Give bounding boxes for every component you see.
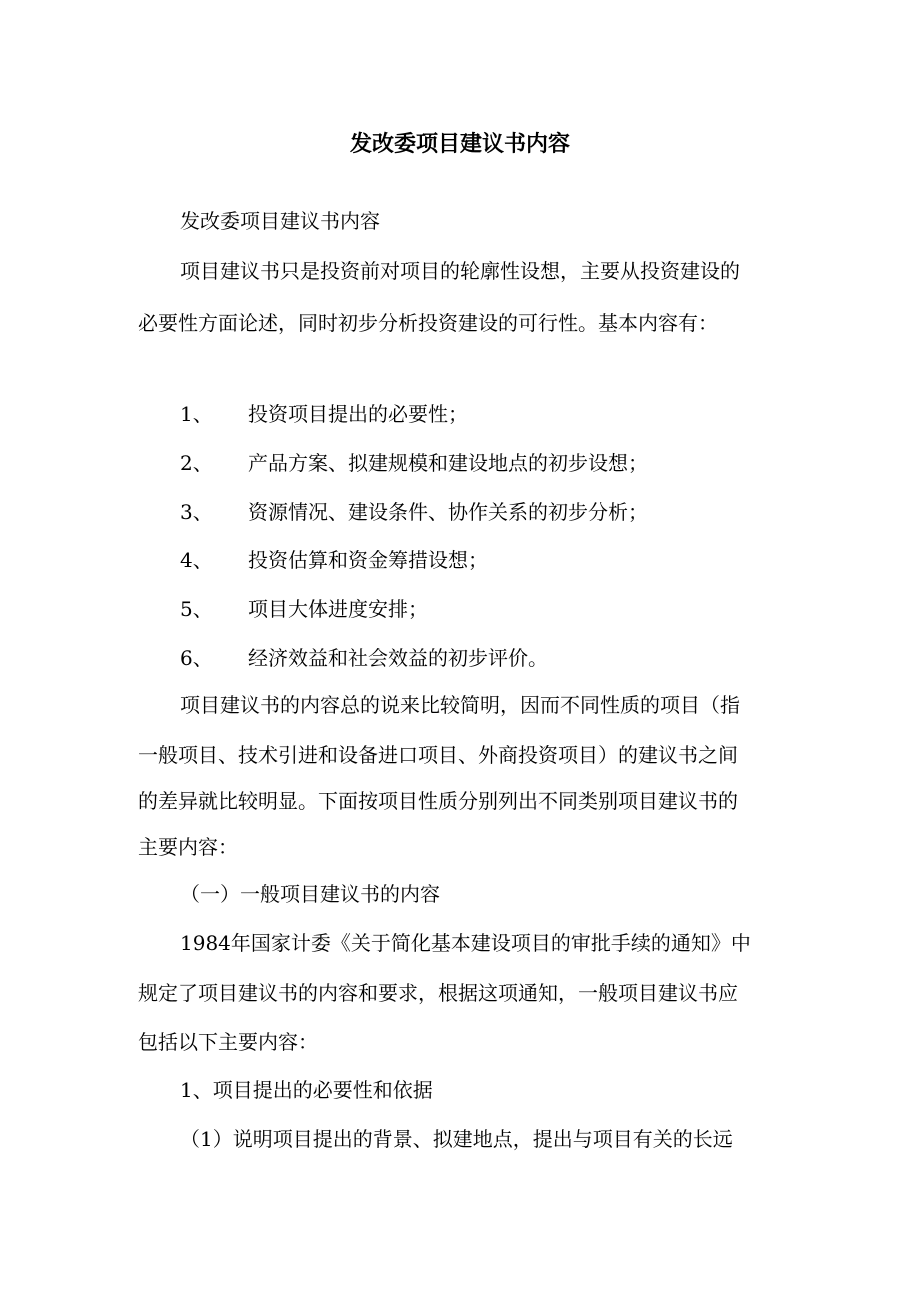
list-item-text: 资源情况、建设条件、协作关系的初步分析； bbox=[248, 500, 648, 524]
list-item-number: 3、 bbox=[180, 500, 213, 524]
list-item-text: 项目大体进度安排； bbox=[248, 597, 428, 621]
intro-line-1: 项目建议书只是投资前对项目的轮廓性设想，主要从投资建设的 bbox=[180, 259, 740, 283]
list-item-number: 5、 bbox=[180, 597, 213, 621]
list-item-text: 产品方案、拟建规模和建设地点的初步设想； bbox=[248, 451, 648, 475]
subsection-heading: 1、项目提出的必要性和依据 bbox=[180, 1078, 433, 1102]
paragraph-heading: 发改委项目建议书内容 bbox=[180, 209, 380, 233]
list-item-text: 经济效益和社会效益的初步评价。 bbox=[248, 646, 548, 670]
intro-line-2: 必要性方面论述，同时初步分析投资建设的可行性。基本内容有： bbox=[138, 311, 718, 335]
subsection-item-line: （1）说明项目提出的背景、拟建地点，提出与项目有关的长远 bbox=[180, 1127, 733, 1151]
paragraph-2-line-2: 一般项目、技术引进和设备进口项目、外商投资项目）的建议书之间 bbox=[138, 743, 738, 767]
list-item-number: 2、 bbox=[180, 451, 213, 475]
list-item-text: 投资估算和资金筹措设想； bbox=[248, 548, 488, 572]
paragraph-3-line-1: 1984年国家计委《关于简化基本建设项目的审批手续的通知》中 bbox=[180, 931, 751, 955]
paragraph-2-line-3: 的差异就比较明显。下面按项目性质分别列出不同类别项目建议书的 bbox=[138, 789, 738, 813]
list-item-number: 6、 bbox=[180, 646, 213, 670]
list-item-text: 投资项目提出的必要性； bbox=[248, 402, 468, 426]
document-title: 发改委项目建议书内容 bbox=[349, 131, 570, 157]
paragraph-2-line-1: 项目建议书的内容总的说来比较简明，因而不同性质的项目（指 bbox=[180, 693, 740, 717]
paragraph-3-line-2: 规定了项目建议书的内容和要求，根据这项通知，一般项目建议书应 bbox=[138, 981, 738, 1005]
list-item-number: 4、 bbox=[180, 548, 213, 572]
paragraph-2-line-4: 主要内容： bbox=[138, 835, 238, 859]
section-heading: （一）一般项目建议书的内容 bbox=[180, 882, 440, 906]
paragraph-3-line-3: 包括以下主要内容： bbox=[138, 1030, 318, 1054]
list-item-number: 1、 bbox=[180, 402, 213, 426]
